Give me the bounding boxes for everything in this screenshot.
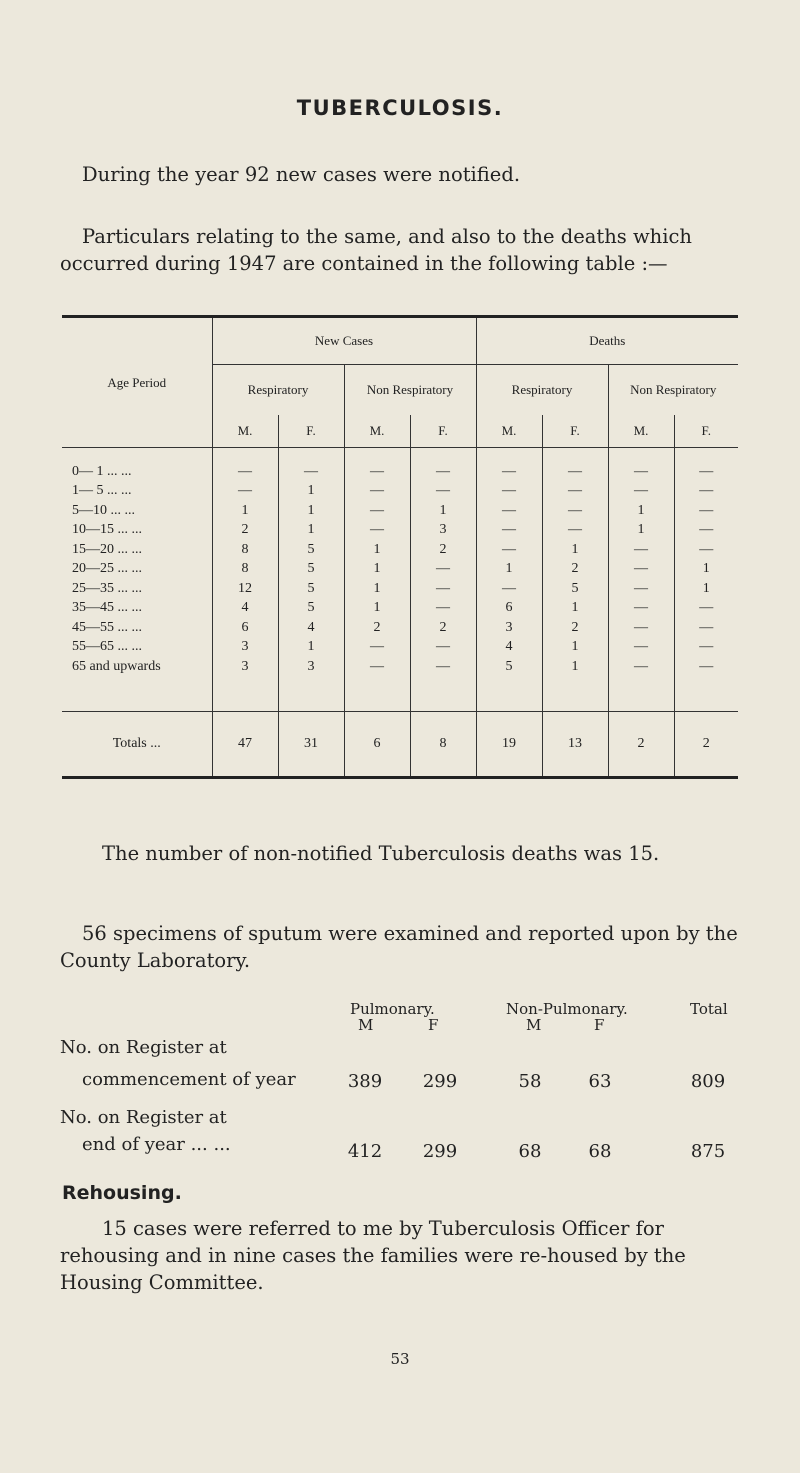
age-cell: 25—35 ... ... — [62, 579, 212, 599]
value-cell: — — [278, 462, 344, 482]
pulmonary-f-header: F — [428, 1016, 439, 1034]
value-cell: 3 — [410, 521, 476, 541]
table-row — [62, 599, 738, 619]
row1-value: 389 — [347, 1071, 383, 1092]
age-cell: 45—55 ... ... — [62, 618, 212, 638]
value-cell: 5 — [278, 540, 344, 560]
row1-value: 299 — [422, 1071, 458, 1092]
table-row — [62, 462, 738, 482]
age-cell: 35—45 ... ... — [62, 599, 212, 619]
age-cell: 55—65 ... ... — [62, 638, 212, 658]
value-cell: — — [699, 600, 714, 616]
row2-label-line2: end of year ... ... — [82, 1134, 231, 1155]
value-cell: — — [608, 657, 674, 677]
table-row — [62, 521, 738, 541]
value-cell: — — [344, 657, 410, 677]
table-row — [62, 638, 738, 658]
value-cell: 5 — [278, 579, 344, 599]
value-cell: 3 — [212, 638, 278, 658]
page-number: 53 — [390, 1350, 410, 1368]
value-cell: 4 — [278, 618, 344, 638]
value-cell: — — [699, 639, 714, 655]
value-cell: 8 — [212, 560, 278, 580]
value-cell: 2 — [212, 521, 278, 541]
value-cell: — — [699, 502, 714, 518]
value-cell: — — [699, 522, 714, 538]
deaths-label: Deaths — [589, 333, 626, 348]
value-cell: 1 — [542, 638, 608, 658]
row2-value: 412 — [347, 1141, 383, 1162]
value-cell: — — [608, 618, 674, 638]
value-cell: 1 — [278, 482, 344, 502]
row1-label-line1: No. on Register at — [60, 1037, 227, 1058]
total-cell: 31 — [278, 711, 344, 777]
value-cell: 4 — [212, 599, 278, 619]
total-cell: 2 — [608, 711, 674, 777]
value-cell: 3 — [278, 657, 344, 677]
table-row — [62, 560, 738, 580]
value-cell: 12 — [212, 579, 278, 599]
age-cell: 0— 1 ... ... — [62, 462, 212, 482]
value-cell: — — [542, 521, 608, 541]
m-header: M. — [344, 415, 410, 448]
totals-row — [62, 711, 738, 777]
value-cell: — — [410, 638, 476, 658]
page-title: TUBERCULOSIS. — [296, 96, 504, 120]
row1-label — [60, 1034, 360, 1093]
value-cell: — — [699, 483, 714, 499]
value-cell: — — [608, 540, 674, 560]
row1-value: 58 — [518, 1071, 542, 1092]
pulmonary-header: Pulmonary. — [350, 1000, 435, 1018]
total-cell: 6 — [344, 711, 410, 777]
row1-value: 63 — [588, 1071, 612, 1092]
value-cell: 1 — [344, 579, 410, 599]
row1-value: 809 — [690, 1071, 726, 1092]
f-header: F. — [410, 415, 476, 448]
intro-paragraph: During the year 92 new cases were notified. — [82, 163, 521, 186]
age-cell: 65 and upwards — [62, 657, 212, 677]
row2-value: 68 — [588, 1141, 612, 1162]
value-cell: — — [699, 541, 714, 557]
rehousing-heading: Rehousing. — [62, 1182, 182, 1204]
totals-label: Totals ... — [62, 711, 212, 777]
value-cell: — — [410, 599, 476, 619]
value-cell: — — [542, 462, 608, 482]
f-header: F. — [542, 415, 608, 448]
table-row — [62, 540, 738, 560]
value-cell: 1 — [702, 580, 710, 596]
total-cell: 2 — [702, 735, 710, 751]
spacer-row — [62, 677, 738, 712]
row2-value: 875 — [690, 1141, 726, 1162]
value-cell: 1 — [212, 501, 278, 521]
value-cell: 1 — [542, 540, 608, 560]
value-cell: 5 — [476, 657, 542, 677]
value-cell: — — [608, 560, 674, 580]
value-cell: 8 — [212, 540, 278, 560]
sputum-text: 56 specimens of sputum were examined and reported upon by the County Laboratory. — [60, 922, 738, 972]
value-cell: — — [212, 482, 278, 502]
total-cell: 19 — [476, 711, 542, 777]
value-cell: 1 — [542, 599, 608, 619]
f-header: F. — [674, 415, 738, 448]
value-cell: — — [344, 462, 410, 482]
value-cell: — — [344, 638, 410, 658]
nc-non-respiratory-header: Non Respiratory — [344, 365, 476, 416]
particulars-paragraph: Particulars relating to the same, and also to the deaths which occurred during 1947 are contained in the following table :— — [60, 225, 692, 275]
value-cell: 2 — [344, 618, 410, 638]
age-cell: 20—25 ... ... — [62, 560, 212, 580]
sputum-paragraph — [60, 920, 740, 974]
value-cell: — — [608, 599, 674, 619]
value-cell: 1 — [476, 560, 542, 580]
value-cell: — — [476, 462, 542, 482]
value-cell: 1 — [702, 561, 710, 577]
value-cell: — — [410, 560, 476, 580]
m-header: M. — [476, 415, 542, 448]
nc-respiratory-header: Respiratory — [212, 365, 344, 416]
value-cell: — — [476, 501, 542, 521]
value-cell: 5 — [278, 599, 344, 619]
value-cell: 1 — [344, 560, 410, 580]
value-cell: — — [608, 579, 674, 599]
value-cell: — — [699, 658, 714, 674]
value-cell: — — [410, 462, 476, 482]
rehousing-paragraph: 15 cases were referred to me by Tuberculosis Officer for rehousing and in nine cases the families were re-housed by the Housing Committee. — [60, 1217, 686, 1294]
age-period-header: Age Period — [62, 317, 212, 448]
value-cell: — — [542, 501, 608, 521]
total-cell: 8 — [410, 711, 476, 777]
age-cell: 15—20 ... ... — [62, 540, 212, 560]
value-cell: — — [212, 462, 278, 482]
table-row — [62, 618, 738, 638]
value-cell: 1 — [608, 501, 674, 521]
row2-value: 68 — [518, 1141, 542, 1162]
tuberculosis-table — [62, 315, 738, 779]
value-cell: 1 — [344, 599, 410, 619]
header-row-1 — [62, 317, 738, 365]
m-header: M. — [608, 415, 674, 448]
age-cell: 10—15 ... ... — [62, 521, 212, 541]
value-cell: — — [542, 482, 608, 502]
non-pulmonary-header: Non-Pulmonary. — [506, 1000, 628, 1018]
table-row — [62, 657, 738, 677]
value-cell: — — [410, 657, 476, 677]
table-row — [62, 579, 738, 599]
value-cell: 2 — [542, 618, 608, 638]
table-row — [62, 482, 738, 502]
value-cell: — — [476, 579, 542, 599]
total-cell: 47 — [212, 711, 278, 777]
value-cell: — — [699, 619, 714, 635]
value-cell: 6 — [476, 599, 542, 619]
d-non-respiratory-header: Non Respiratory — [608, 365, 738, 416]
value-cell: 3 — [476, 618, 542, 638]
f-header: F. — [278, 415, 344, 448]
non-pulmonary-f-header: F — [594, 1016, 605, 1034]
value-cell: — — [608, 462, 674, 482]
value-cell: — — [476, 482, 542, 502]
value-cell: 2 — [410, 540, 476, 560]
value-cell: 5 — [542, 579, 608, 599]
age-cell: 5—10 ... ... — [62, 501, 212, 521]
value-cell: — — [344, 521, 410, 541]
row2-label — [60, 1104, 360, 1158]
table-row — [62, 501, 738, 521]
row2-value: 299 — [422, 1141, 458, 1162]
total-header: Total — [690, 1000, 728, 1018]
value-cell: 6 — [212, 618, 278, 638]
row2-label-line1: No. on Register at — [60, 1107, 227, 1128]
value-cell: — — [476, 521, 542, 541]
m-header: M. — [212, 415, 278, 448]
value-cell: 1 — [410, 501, 476, 521]
total-cell: 13 — [542, 711, 608, 777]
value-cell: 1 — [278, 501, 344, 521]
value-cell: 1 — [278, 521, 344, 541]
deaths-header — [476, 317, 738, 365]
new-cases-label: New Cases — [314, 333, 374, 348]
value-cell: — — [344, 501, 410, 521]
non-pulmonary-m-header: M — [526, 1016, 542, 1034]
pulmonary-m-header: M — [358, 1016, 374, 1034]
age-cell: 1— 5 ... ... — [62, 482, 212, 502]
value-cell: 1 — [278, 638, 344, 658]
value-cell: 1 — [344, 540, 410, 560]
non-notified-paragraph: The number of non-notified Tuberculosis deaths was 15. — [102, 842, 660, 865]
row1-label-line2: commencement of year — [82, 1069, 296, 1090]
value-cell: — — [410, 482, 476, 502]
value-cell: 1 — [542, 657, 608, 677]
value-cell: 2 — [542, 560, 608, 580]
value-cell: — — [410, 579, 476, 599]
value-cell: 1 — [608, 521, 674, 541]
value-cell: — — [699, 463, 714, 479]
value-cell: — — [608, 482, 674, 502]
value-cell: 5 — [278, 560, 344, 580]
value-cell: 3 — [212, 657, 278, 677]
value-cell: 2 — [410, 618, 476, 638]
d-respiratory-header: Respiratory — [476, 365, 608, 416]
value-cell: — — [476, 540, 542, 560]
value-cell: 4 — [476, 638, 542, 658]
value-cell: — — [608, 638, 674, 658]
spacer-row — [62, 448, 738, 463]
value-cell: — — [344, 482, 410, 502]
new-cases-header — [212, 317, 476, 365]
